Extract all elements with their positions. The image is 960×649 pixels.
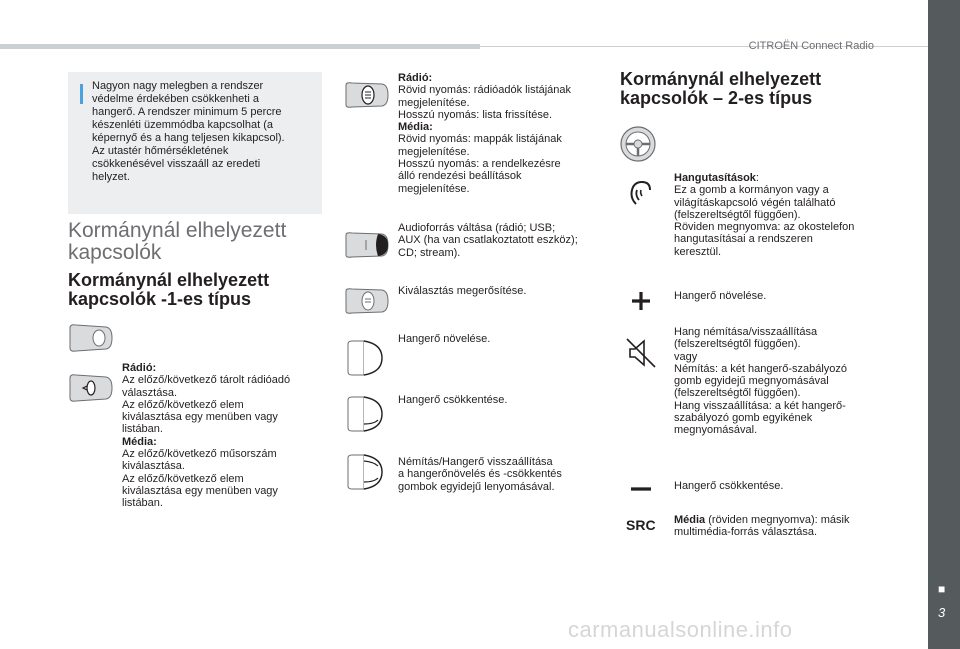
section-title: Kormánynál elhelyezett kapcsolók (68, 219, 287, 264)
minus-icon (630, 484, 652, 494)
volume-up-stalk-icon (344, 338, 386, 378)
right-item-4-text: Hangerő csökkentése. (674, 480, 784, 492)
stalk-source-icon (344, 230, 390, 260)
stalk-confirm-icon (344, 286, 390, 316)
steering-stalk-icon (68, 322, 114, 354)
subtitle-type-2: Kormánynál elhelyezett kapcsolók – 2-es típus (620, 69, 822, 108)
subtitle-type-1: Kormánynál elhelyezett kapcsolók -1-es típus (68, 270, 270, 309)
src-icon: SRC (626, 517, 656, 533)
media-desc: Rövid nyomás: mappák listájának megjelenítése. Hosszú nyomás: a rendelkezésre álló rendezési beállítások megjelenítése. (398, 133, 562, 195)
page-dot: ■ (938, 582, 946, 596)
left-item-1-text (122, 362, 322, 510)
info-icon (80, 84, 83, 104)
label-media: Média: (398, 121, 433, 134)
radio-desc: Az előző/következő tárolt rádióadó választása. Az előző/következő elem kiválasztása egy menüben vagy listában. (122, 374, 291, 436)
middle-item-1-text (398, 72, 598, 195)
info-text: Nagyon nagy melegben a rendszer védelme érdekében csökkenheti a hangerő. A rendszer minimum 5 percre készenléti üzemmódba kapcsolhat (a képernyő és a hang teljesen kikapcsol). Az utastér hőmérsékletének csökkenésével visszaáll az eredeti helyzet. (92, 80, 285, 183)
steering-wheel-icon (618, 124, 658, 164)
middle-item-3-text: Kiválasztás megerősítése. (398, 285, 527, 297)
media-src-desc: (röviden megnyomva): másik multimédia-forrás választása. (674, 514, 850, 539)
voice-command-icon (624, 176, 658, 210)
voice-colon: : (755, 172, 759, 184)
speaker-mute-icon (624, 336, 658, 370)
right-item-5-text (674, 514, 884, 539)
middle-item-6-text: Némítás/Hangerő visszaállítása a hangerőnövelés és -csökkentés gombok egyidejű lenyomásával. (398, 456, 562, 493)
media-desc: Az előző/következő műsorszám kiválasztása. Az előző/következő elem kiválasztása egy menüben vagy listában. (122, 448, 278, 510)
label-radio: Rádió: (398, 72, 433, 84)
label-media-src: Média (674, 514, 706, 526)
middle-item-5-text: Hangerő csökkentése. (398, 394, 508, 406)
page-sidebar (928, 0, 960, 649)
page-number: 3 (938, 605, 946, 620)
label-radio: Rádió: (122, 362, 157, 374)
info-box (68, 72, 322, 214)
plus-icon (630, 290, 652, 312)
label-voice: Hangutasítások (674, 172, 756, 184)
voice-desc: Ez a gomb a kormányon vagy a világításkapcsoló végén található (felszereltségtől függően). Röviden megnyomva: az okostelefon hangutasításai a rendszeren keresztül. (674, 184, 855, 258)
volume-down-stalk-icon (344, 394, 386, 434)
right-item-1-text (674, 172, 884, 258)
watermark: carmanualsonline.info (568, 617, 793, 642)
header-title: CITROËN Connect Radio (748, 40, 874, 52)
stalk-ring-icon (68, 372, 114, 404)
middle-item-4-text: Hangerő növelése. (398, 333, 491, 345)
radio-desc: Rövid nyomás: rádióadók listájának megjelenítése. Hosszú nyomás: lista frissítése. (398, 84, 572, 121)
mute-stalk-icon (344, 452, 386, 492)
stalk-end-button-icon (344, 80, 390, 110)
right-item-2-text: Hangerő növelése. (674, 290, 767, 302)
middle-item-2-text: Audioforrás váltása (rádió; USB; AUX (ha van csatlakoztatott eszköz); CD; stream). (398, 222, 578, 259)
right-item-3-text: Hang némítása/visszaállítása (felszereltségtől függően). vagy Némítás: a két hangerő-szabályozó gomb egyidejű megnyomásával (felszereltségtől függően). Hang visszaállítása: a két hangerő- szabályozó gomb egyikének megnyomásával. (674, 326, 848, 437)
header-rule-thick (0, 44, 480, 49)
label-media: Média: (122, 435, 157, 448)
